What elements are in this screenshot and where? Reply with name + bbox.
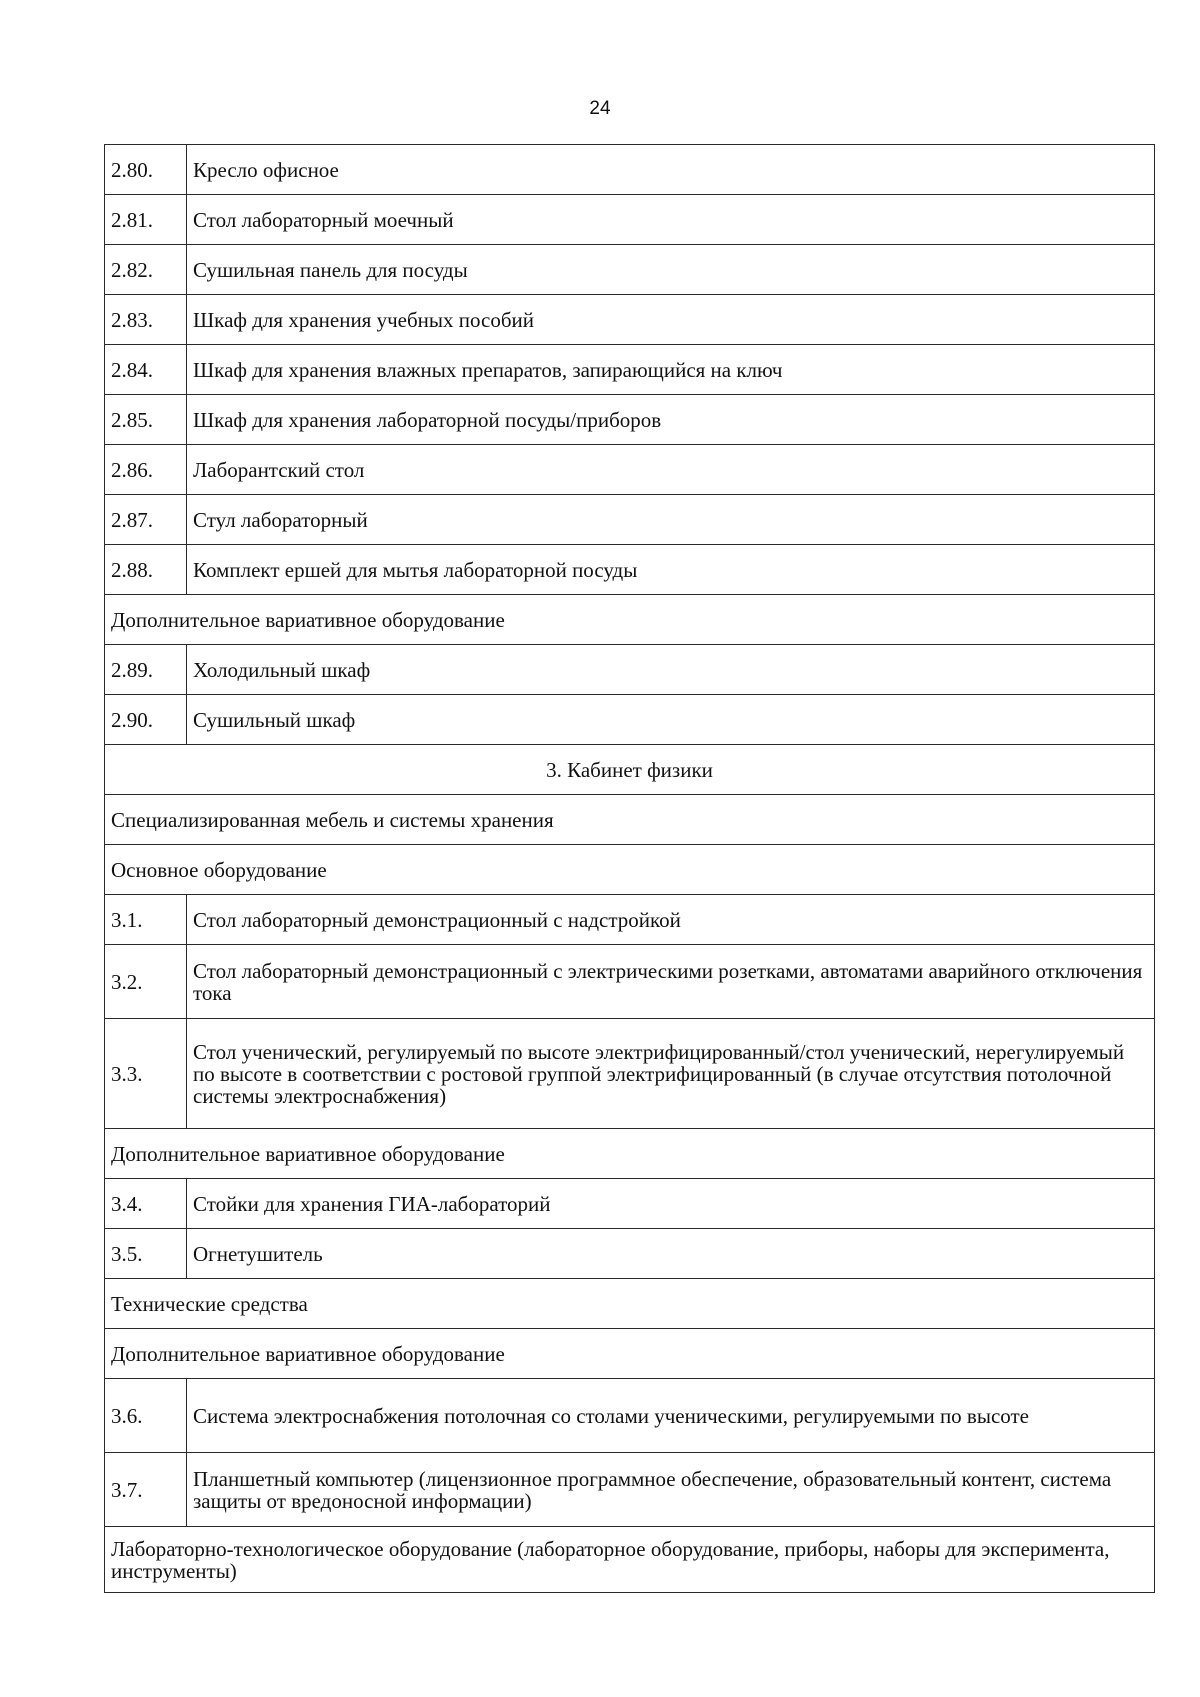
item-name: Сушильный шкаф — [187, 695, 1155, 745]
equipment-table — [104, 144, 1155, 1593]
subsection-heading: Технические средства — [105, 1279, 1155, 1329]
table-row — [105, 345, 1155, 395]
item-number: 2.87. — [105, 495, 187, 545]
table-row — [105, 645, 1155, 695]
item-name: Сушильная панель для посуды — [187, 245, 1155, 295]
item-name: Стул лабораторный — [187, 495, 1155, 545]
table-row — [105, 1019, 1155, 1129]
subsection-row — [105, 1279, 1155, 1329]
subsection-row — [105, 595, 1155, 645]
item-number: 2.84. — [105, 345, 187, 395]
subsection-row — [105, 1527, 1155, 1593]
item-name: Стол лабораторный моечный — [187, 195, 1155, 245]
table-row — [105, 1379, 1155, 1453]
subsection-heading: Дополнительное вариативное оборудование — [105, 1329, 1155, 1379]
subsection-heading: Основное оборудование — [105, 845, 1155, 895]
page-number: 24 — [589, 98, 611, 119]
item-number: 2.85. — [105, 395, 187, 445]
item-number: 2.90. — [105, 695, 187, 745]
table-row — [105, 895, 1155, 945]
section-title: 3. Кабинет физики — [105, 745, 1155, 795]
item-number: 2.80. — [105, 145, 187, 195]
subsection-heading: Специализированная мебель и системы хранения — [105, 795, 1155, 845]
item-number: 2.88. — [105, 545, 187, 595]
item-number: 2.82. — [105, 245, 187, 295]
subsection-row — [105, 845, 1155, 895]
item-number: 3.5. — [105, 1229, 187, 1279]
item-number: 3.7. — [105, 1453, 187, 1527]
subsection-row — [105, 1129, 1155, 1179]
table-row — [105, 695, 1155, 745]
table-row — [105, 395, 1155, 445]
item-name: Лаборантский стол — [187, 445, 1155, 495]
item-name: Планшетный компьютер (лицензионное программное обеспечение, образовательный контент, система защиты от вредоносной информации) — [187, 1453, 1155, 1527]
table-row — [105, 945, 1155, 1019]
item-name: Шкаф для хранения учебных пособий — [187, 295, 1155, 345]
item-name: Огнетушитель — [187, 1229, 1155, 1279]
table-row — [105, 195, 1155, 245]
item-number: 3.3. — [105, 1019, 187, 1129]
table-row — [105, 295, 1155, 345]
item-name: Стол лабораторный демонстрационный с электрическими розетками, автоматами аварийного отключения тока — [187, 945, 1155, 1019]
item-number: 2.86. — [105, 445, 187, 495]
item-name: Система электроснабжения потолочная со столами ученическими, регулируемыми по высоте — [187, 1379, 1155, 1453]
item-number: 3.2. — [105, 945, 187, 1019]
item-name: Стол лабораторный демонстрационный с надстройкой — [187, 895, 1155, 945]
item-number: 2.83. — [105, 295, 187, 345]
table-row — [105, 145, 1155, 195]
item-number: 2.81. — [105, 195, 187, 245]
item-number: 2.89. — [105, 645, 187, 695]
subsection-row — [105, 1329, 1155, 1379]
item-name: Холодильный шкаф — [187, 645, 1155, 695]
table-row — [105, 1229, 1155, 1279]
table-row — [105, 1453, 1155, 1527]
item-name: Шкаф для хранения влажных препаратов, запирающийся на ключ — [187, 345, 1155, 395]
table-row — [105, 1179, 1155, 1229]
table-row — [105, 495, 1155, 545]
table-row — [105, 545, 1155, 595]
item-number: 3.4. — [105, 1179, 187, 1229]
subsection-heading: Дополнительное вариативное оборудование — [105, 1129, 1155, 1179]
subsection-row — [105, 795, 1155, 845]
table-row — [105, 445, 1155, 495]
subsection-heading: Лабораторно-технологическое оборудование (лабораторное оборудование, приборы, наборы для эксперимента, инструменты) — [105, 1527, 1155, 1593]
subsection-heading: Дополнительное вариативное оборудование — [105, 595, 1155, 645]
item-name: Комплект ершей для мытья лабораторной посуды — [187, 545, 1155, 595]
item-name: Кресло офисное — [187, 145, 1155, 195]
table-row — [105, 245, 1155, 295]
item-number: 3.1. — [105, 895, 187, 945]
item-name: Стол ученический, регулируемый по высоте электрифицированный/стол ученический, нерегулируемый по высоте в соответствии с ростовой группой электрифицированный (в случае отсутствия потолочной системы электроснабжения) — [187, 1019, 1155, 1129]
section-row — [105, 745, 1155, 795]
item-name: Шкаф для хранения лабораторной посуды/приборов — [187, 395, 1155, 445]
item-number: 3.6. — [105, 1379, 187, 1453]
item-name: Стойки для хранения ГИА-лабораторий — [187, 1179, 1155, 1229]
